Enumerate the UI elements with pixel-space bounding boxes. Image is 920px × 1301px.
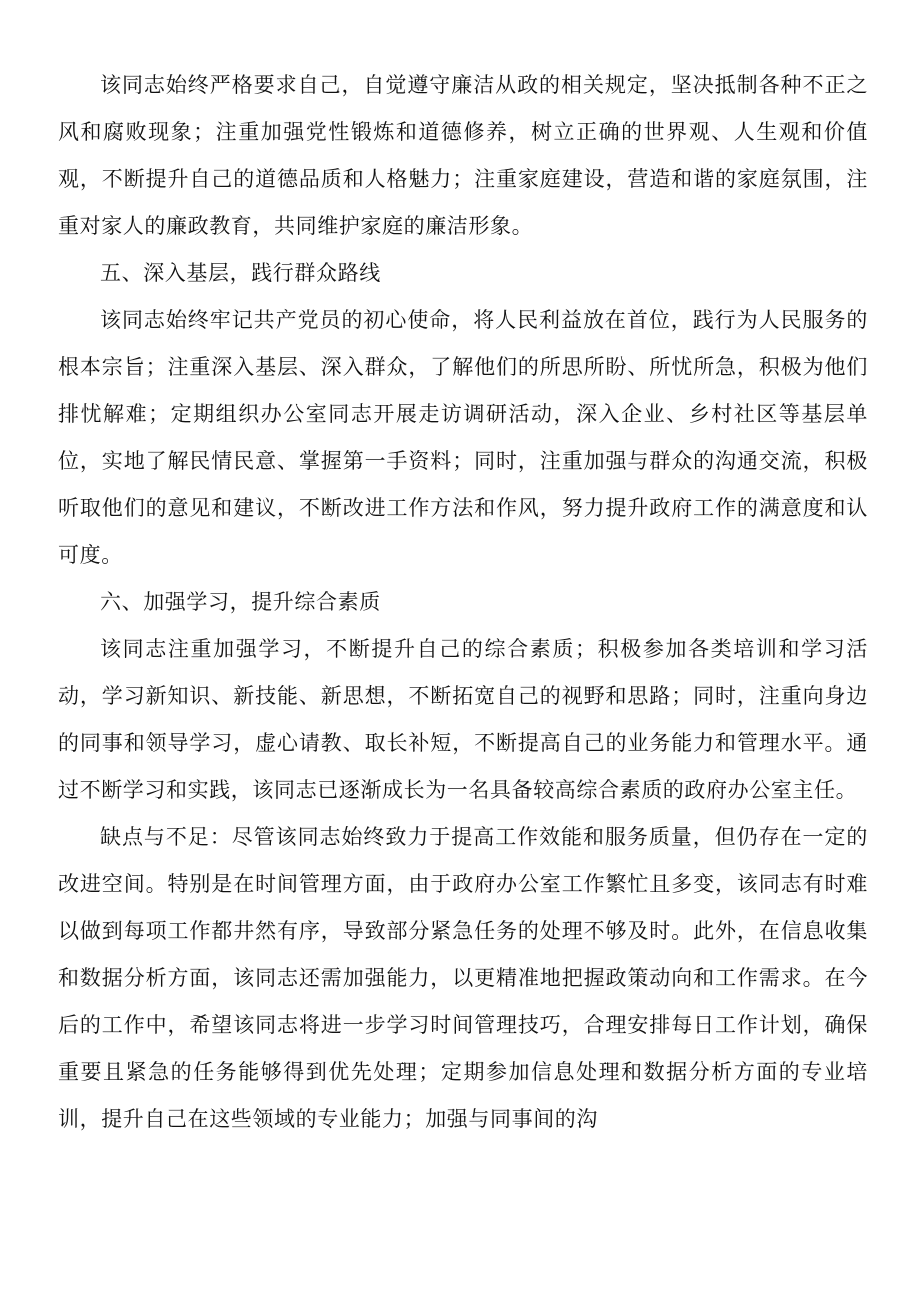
- paragraph-grassroots: 该同志始终牢记共产党员的初心使命，将人民利益放在首位，践行为人民服务的根本宗旨；注重深入基层、深入群众，了解他们的所思所盼、所忧所急，积极为他们排忧解难；定期组织办公室同志开展走访调研活动，深入企业、乡村社区等基层单位，实地了解民情民意、掌握第一手资料；同时，注重加强与群众的沟通交流，积极听取他们的意见和建议，不断改进工作方法和作风，努力提升政府工作的满意度和认可度。: [58, 308, 868, 567]
- paragraph-learning: 该同志注重加强学习，不断提升自己的综合素质；积极参加各类培训和学习活动，学习新知识、新技能、新思想，不断拓宽自己的视野和思路；同时，注重向身边的同事和领导学习，虚心请教、取长补短，不断提高自己的业务能力和管理水平。通过不断学习和实践，该同志已逐渐成长为一名具备较高综合素质的政府办公室主任。: [58, 637, 868, 802]
- document-page: [58, 62, 868, 1143]
- heading-section-five: 五、深入基层，践行群众路线: [100, 261, 381, 285]
- heading-section-six: 六、加强学习，提升综合素质: [100, 590, 381, 614]
- paragraph-integrity: 该同志始终严格要求自己，自觉遵守廉洁从政的相关规定，坚决抵制各种不正之风和腐败现象；注重加强党性锻炼和道德修养，树立正确的世界观、人生观和价值观，不断提升自己的道德品质和人格魅力；注重家庭建设，营造和谐的家庭氛围，注重对家人的廉政教育，共同维护家庭的廉洁形象。: [58, 73, 868, 238]
- paragraph-shortcomings: 缺点与不足：尽管该同志始终致力于提高工作效能和服务质量，但仍存在一定的改进空间。特别是在时间管理方面，由于政府办公室工作繁忙且多变，该同志有时难以做到每项工作都井然有序，导致部分紧急任务的处理不够及时。此外，在信息收集和数据分析方面，该同志还需加强能力，以更精准地把握政策动向和工作需求。在今后的工作中，希望该同志将进一步学习时间管理技巧，合理安排每日工作计划，确保重要且紧急的任务能够得到优先处理；定期参加信息处理和数据分析方面的专业培训，提升自己在这些领域的专业能力；加强与同事间的沟: [58, 825, 868, 1131]
